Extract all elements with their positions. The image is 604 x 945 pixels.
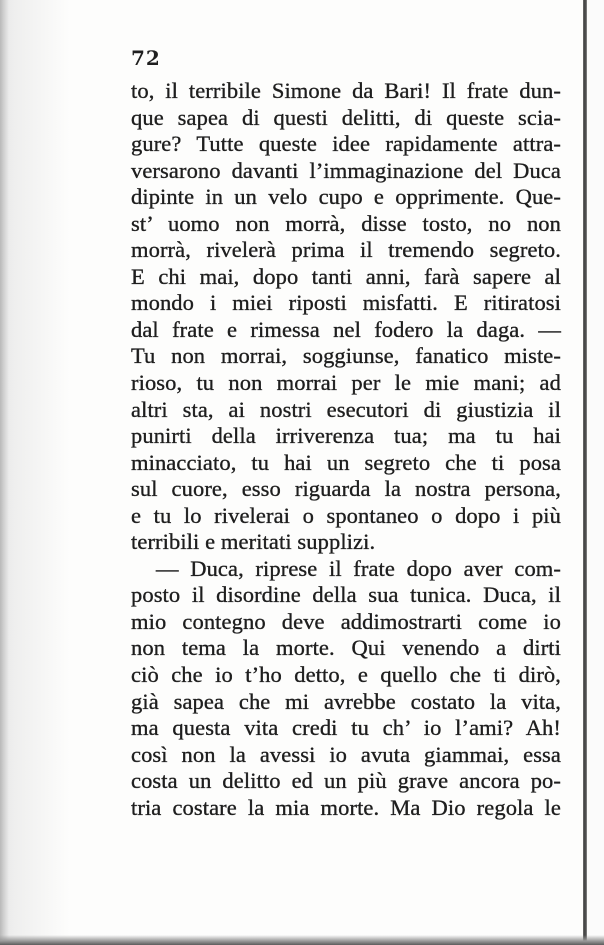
text-line: versarono davanti l’immaginazione del Duca [131,157,561,183]
text-line: E chi mai, dopo tanti anni, farà sapere al [131,263,561,289]
text-line: così non la avessi io avuta giammai, essa [131,741,561,767]
text-line: morrà, rivelerà prima il tremendo segreto. [131,237,561,263]
text-line: non tema la morte. Qui venendo a dirti [131,635,561,661]
text-line: mondo i miei riposti misfatti. E ritiratosi [131,290,561,316]
text-line: ciò che io t’ho detto, e quello che ti dirò, [131,662,561,688]
paragraph-end-line: terribili e meritati supplizi. [131,529,376,555]
text-line: tria costare la mia morte. Ma Dio regola le [131,794,561,820]
page-right-margin [587,0,604,945]
page-left-edge-shadow [0,0,14,945]
text-line: costa un delitto ed un più grave ancora po- [131,768,561,794]
text-line: to, il terribile Simone da Bari! Il frate dun- [131,78,561,103]
text-line: punirti della irriverenza tua; ma tu hai [131,423,561,449]
page-right-edge-line [583,0,587,945]
text-line: gure? Tutte queste idee rapidamente attra- [131,131,561,157]
text-line: dal frate e rimessa nel fodero la daga. — [131,316,561,342]
text-line: Tu non morrai, soggiunse, fanatico miste- [131,343,561,369]
text-line: mio contegno deve addimostrarti come io [131,608,561,634]
text-line: minacciato, tu hai un segreto che ti posa [131,449,561,475]
text-line: que sapea di questi delitti, di queste scia- [131,104,561,130]
page-number: 72 [131,46,161,70]
text-line: dipinte in un velo cupo e opprimente. Que- [131,184,561,210]
text-line: ma questa vita credi tu ch’ io l’ami? Ah! [131,715,561,741]
body-text [131,78,561,821]
text-line: posto il disordine della sua tunica. Duca, il [131,582,561,608]
paragraph-start-line: — Duca, riprese il frate dopo aver com- [156,555,561,581]
text-line: st’ uomo non morrà, disse tosto, no non [131,210,561,236]
page-bottom-edge [0,935,604,945]
text-line: e tu lo rivelerai o spontaneo o dopo i più [131,502,561,528]
text-line: già sapea che mi avrebbe costato la vita, [131,688,561,714]
text-line: sul cuore, esso riguarda la nostra persona, [131,476,561,502]
text-line: rioso, tu non morrai per le mie mani; ad [131,370,561,396]
text-line: altri sta, ai nostri esecutori di giustizia il [131,396,561,422]
